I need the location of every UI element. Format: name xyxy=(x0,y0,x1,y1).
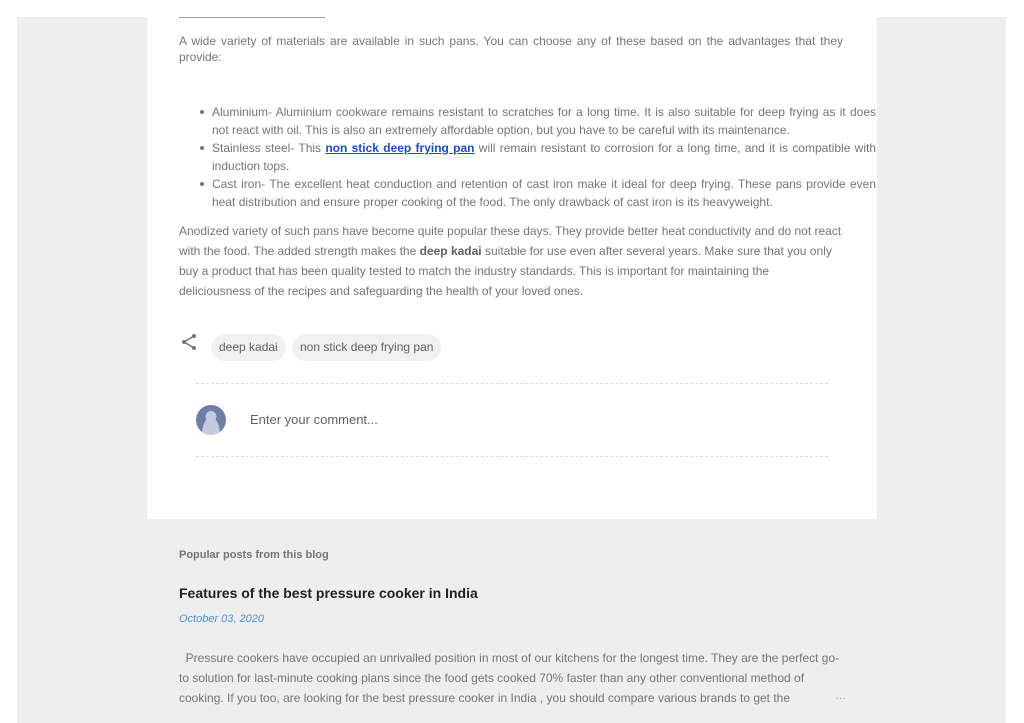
materials-list xyxy=(179,103,876,211)
list-item: Aluminium- Aluminium cookware remains resistant to scratches for a long time. It is also suitable for deep frying as it does not react with oil. This is also an extremely affordable option, but you have to be careful with its maintenance. xyxy=(212,105,876,137)
bold-keyword: deep kadai xyxy=(419,244,482,258)
list-item-text: Stainless steel- This xyxy=(212,141,326,155)
snippet-text: Pressure cookers have occupied an unrivalled position in most of our kitchens for the longest time. They are the perfect go-to solution for last-minute cooking plans since the food gets cooked 70% faster than any other conventional method of cooking. If you too, are looking for the best pressure cooker in India , you should compare various brands to get the xyxy=(179,651,840,705)
anodized-paragraph xyxy=(179,221,843,301)
post-date[interactable]: October 03, 2020 xyxy=(179,613,265,625)
post-snippet xyxy=(179,648,843,708)
share-icon[interactable] xyxy=(180,333,198,351)
read-more-button[interactable]: … xyxy=(835,690,846,702)
label-chip-deep-kadai[interactable]: deep kadai xyxy=(211,334,286,361)
non-stick-deep-frying-pan-link[interactable]: non stick deep frying pan xyxy=(325,141,475,155)
comment-divider-top xyxy=(196,383,828,384)
post-title-link[interactable]: Features of the best pressure cooker in India xyxy=(179,585,478,601)
popular-posts-heading: Popular posts from this blog xyxy=(179,549,329,561)
list-item-text: will remain resistant to corrosion for a long time, and it is compatible with induction tops. xyxy=(212,141,876,173)
comment-divider-bottom xyxy=(196,456,828,457)
paragraph-text: Anodized variety of such pans have become quite popular these days. They provide better heat conductivity and do not react with the food. The added strength makes the xyxy=(179,224,842,258)
divider xyxy=(179,17,325,18)
paragraph-text: suitable for use even after several years. Make sure that you only buy a product that has been quality tested to match the industry standards. This is important for maintaining the deliciousness of the recipes and safeguarding the health of your loved ones. xyxy=(179,244,832,298)
comment-input[interactable]: Enter your comment... xyxy=(250,412,378,427)
label-chip-non-stick-deep-frying-pan[interactable]: non stick deep frying pan xyxy=(292,334,441,361)
avatar-icon xyxy=(196,405,226,435)
intro-paragraph: A wide variety of materials are available in such pans. You can choose any of these based on the advantages that they provide: xyxy=(179,34,843,64)
list-item xyxy=(212,139,876,175)
list-item: Cast iron- The excellent heat conduction and retention of cast iron make it ideal for deep frying. These pans provide even heat distribution and ensure proper cooking of the food. The only drawback of cast iron is its heavyweight. xyxy=(212,177,876,209)
